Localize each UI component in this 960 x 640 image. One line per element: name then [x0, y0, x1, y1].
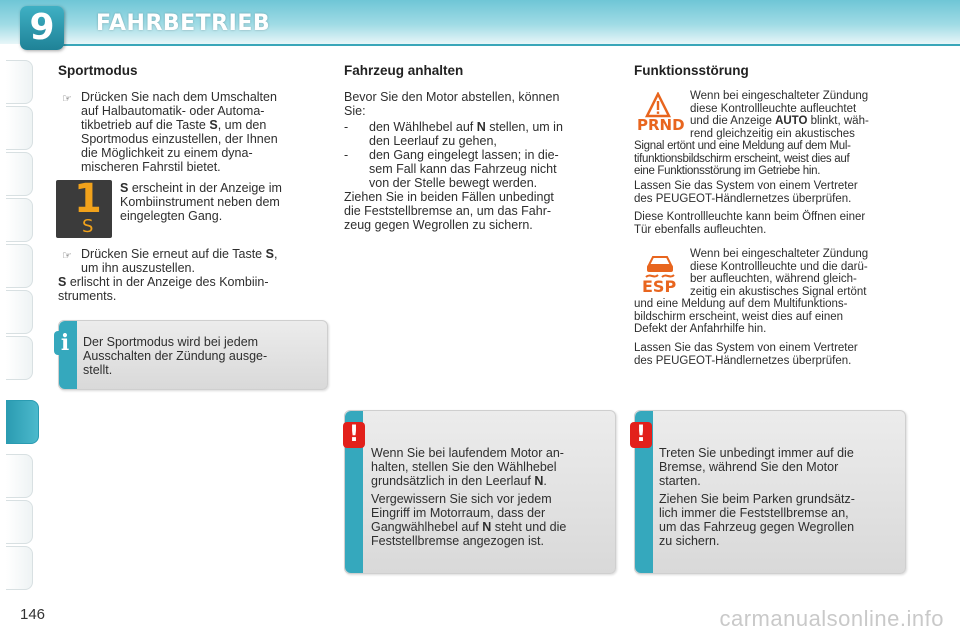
prnd-text-top: Wenn bei eingeschalteter Zündung diese Kontrollleuchte aufleuchtet und die Anzeige AUTO blinkt, wäh- rend gleichzeitig ein akustisches: [690, 90, 869, 140]
chapter-tab[interactable]: [6, 198, 33, 242]
chapter-tab[interactable]: [6, 152, 33, 196]
section-title-anhalten: Fahrzeug anhalten: [344, 63, 464, 78]
stop-item-2: - den Gang eingelegt lassen; in die- sem Fall kann das Fahrzeug nicht von der Stelle bewegt werden.: [344, 148, 559, 190]
chapter-badge: 9: [20, 6, 64, 50]
prnd-text-bottom: Signal ertönt und eine Meldung auf dem Mul- tifunktionsbildschirm erscheint, weist dies auf eine Funktionsstörung im Getriebe hin.: [634, 140, 851, 177]
page-number: 146: [20, 606, 46, 623]
gear-display-image: [56, 176, 112, 238]
hand-bullet-icon: ☞: [62, 250, 72, 262]
chapter-tab[interactable]: [6, 546, 33, 590]
prnd-check-text: Lassen Sie das System von einem Vertreter des PEUGEOT-Händlernetzes überprüfen.: [634, 180, 858, 205]
esp-text-top: Wenn bei eingeschalteter Zündung diese Kontrollleuchte und die darü- ber aufleuchten, während gleich- zeitig ein akustisches Signal ertönt: [690, 248, 869, 298]
section-title-sportmodus: Sportmodus: [58, 63, 138, 78]
chapter-tab-active[interactable]: [6, 400, 39, 444]
chapter-tab[interactable]: [6, 336, 33, 380]
sport-off-text: S erlischt in der Anzeige des Kombiin- struments.: [58, 275, 269, 303]
chapter-tab[interactable]: [6, 244, 33, 288]
gear-sport-letter: S: [82, 216, 94, 237]
gear-display-text: S erscheint in der Anzeige im Kombiinstrument neben dem eingelegten Gang.: [120, 181, 282, 223]
warning-text-start: Treten Sie unbedingt immer auf die Bremse, während Sie den Motor starten. Ziehen Sie beim Parken grundsätz- lich immer die Feststellbremse an, um das Fahrzeug gegen Wegrollen zu sichern.: [659, 446, 855, 548]
chapter-title: FAHRBETRIEB: [96, 11, 271, 36]
stop-item-1: - den Wählhebel auf N stellen, um in den Leerlauf zu gehen,: [344, 120, 563, 148]
sport-bullet-2: Drücken Sie erneut auf die Taste S, um ihn auszustellen.: [81, 247, 278, 275]
chapter-tab[interactable]: [6, 454, 33, 498]
stop-paragraph: Ziehen Sie in beiden Fällen unbedingt die Feststellbremse an, um das Fahr- zeug gegen Wegrollen zu sichern.: [344, 190, 554, 232]
warning-box-stop: [344, 410, 616, 574]
hand-bullet-icon: ☞: [62, 93, 72, 105]
warning-box-start: [634, 410, 906, 574]
warning-icon: !: [630, 422, 652, 448]
info-icon: i: [54, 331, 76, 355]
esp-label: ESP: [642, 277, 677, 296]
stop-intro: Bevor Sie den Motor abstellen, können Sie:: [344, 90, 560, 118]
esp-warning-icon: [640, 253, 680, 297]
chapter-tabs: [6, 60, 36, 580]
door-note-text: Diese Kontrollleuchte kann beim Öffnen einer Tür ebenfalls aufleuchten.: [634, 211, 866, 236]
warning-icon: !: [343, 422, 365, 448]
gear-number: 1: [74, 176, 102, 222]
warning-text-stop: Wenn Sie bei laufendem Motor an- halten, stellen Sie den Wählhebel grundsätzlich in den Leerlauf N. Vergewissern Sie sich vor jedem Eingriff im Motorraum, dass der Gangwählhebel auf N steht und die Feststellbremse angezogen ist.: [371, 446, 567, 548]
info-box-text: Der Sportmodus wird bei jedem Ausschalten der Zündung ausge- stellt.: [83, 335, 268, 377]
watermark: carmanualsonline.info: [719, 606, 944, 631]
esp-check-text: Lassen Sie das System von einem Vertreter des PEUGEOT-Händlernetzes überprüfen.: [634, 342, 858, 367]
chapter-tab[interactable]: [6, 60, 33, 104]
chapter-tab[interactable]: [6, 106, 33, 150]
section-title-funktionsstoerung: Funktionsstörung: [634, 63, 749, 78]
esp-text-bottom: und eine Meldung auf dem Multifunktions- bildschirm erscheint, weist dies auf einen Defekt der Anfahrhilfe hin.: [634, 298, 848, 335]
chapter-tab[interactable]: [6, 290, 33, 334]
prnd-label: PRND: [637, 116, 685, 134]
sport-bullet-1: Drücken Sie nach dem Umschalten auf Halbautomatik- oder Automa- tikbetrieb auf die Taste S, um den Sportmodus einzustellen, der Ihnen die Möglichkeit zu einem dyna- mischeren Fahrstil bietet.: [81, 90, 278, 174]
chapter-tab[interactable]: [6, 500, 33, 544]
prnd-warning-icon: [634, 92, 685, 136]
header-rule: [40, 44, 960, 46]
info-box: [58, 320, 328, 390]
